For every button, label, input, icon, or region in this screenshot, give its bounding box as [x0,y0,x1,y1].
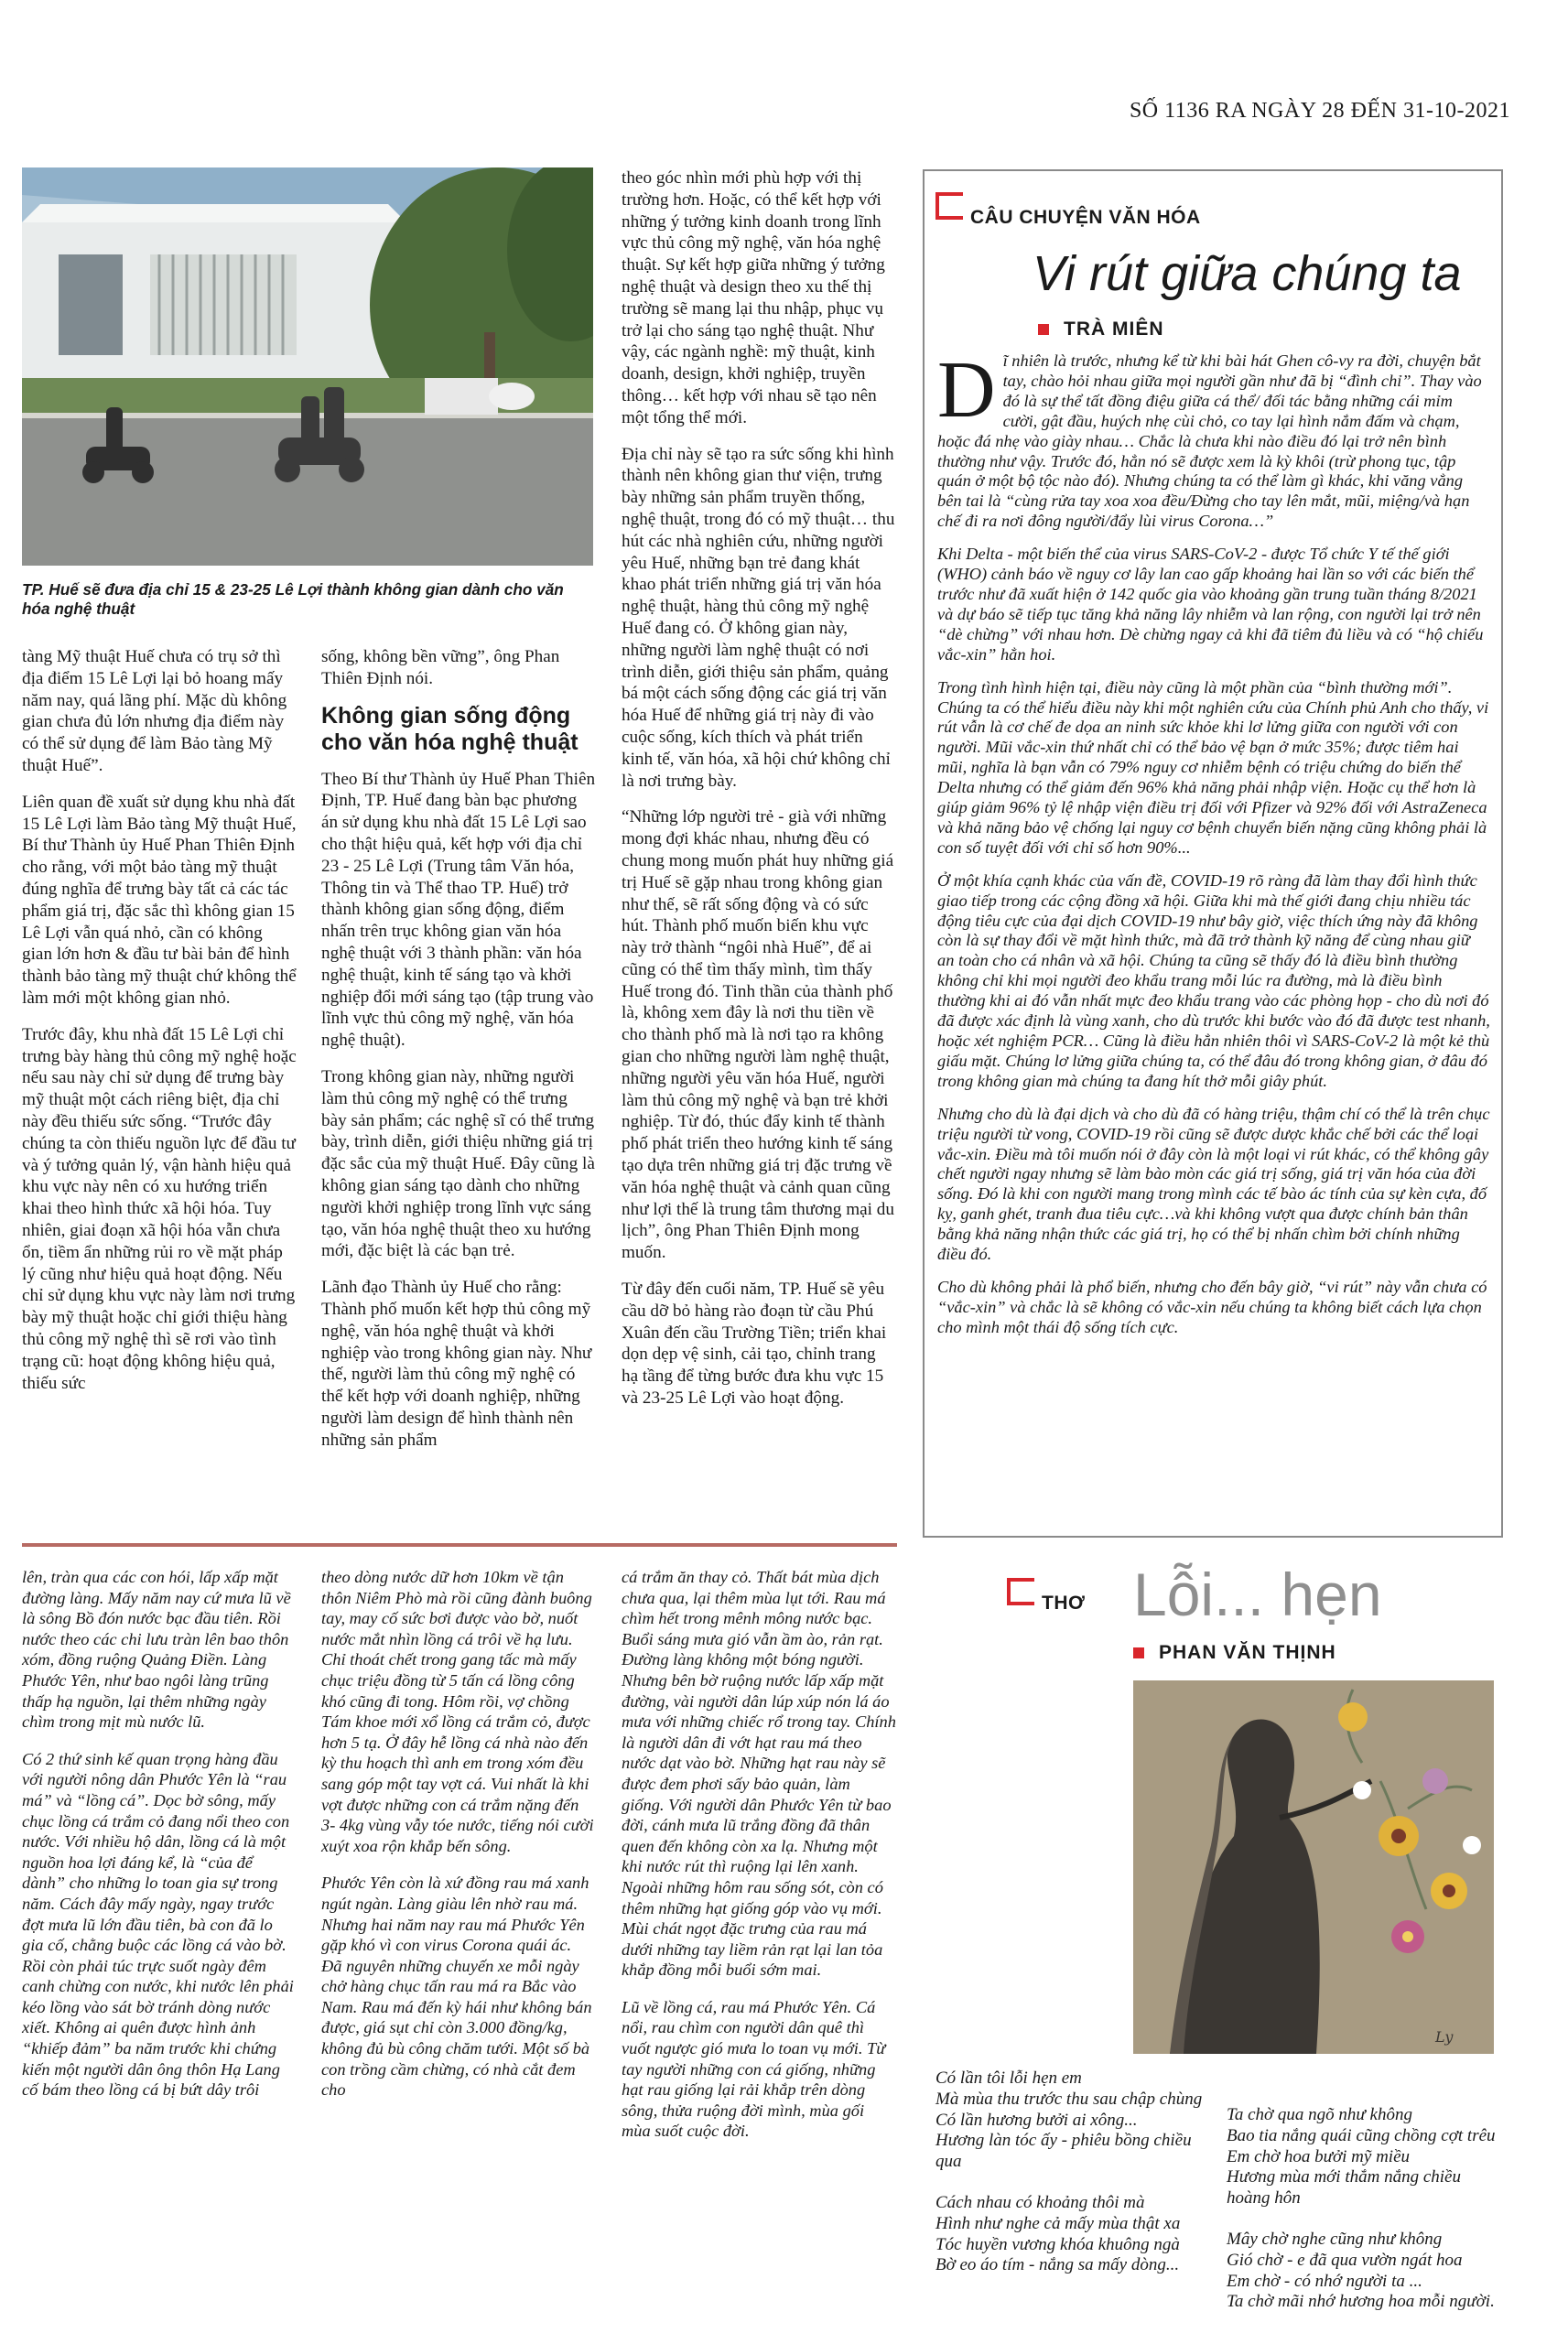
issue-info: SỐ 1136 RA NGÀY 28 ĐẾN 31-10-2021 [1129,99,1510,123]
poem-left [935,2068,1210,2296]
author-name: TRÀ MIÊN [1064,319,1164,340]
photo-caption: TP. Huế sẽ đưa địa chỉ 15 & 23-25 Lê Lợi thành không gian dành cho văn hóa nghệ thuật [22,580,564,618]
section-mark-icon [1007,1578,1034,1605]
article-column-2 [321,646,596,1466]
poem-illustration [1133,1680,1494,2054]
bullet-square-icon [1038,324,1049,335]
paragraph: Liên quan đề xuất sử dụng khu nhà đất 15 Lê Lợi làm Bảo tàng Mỹ thuật Huế, Bí thư Thành ủy Huế Phan Thiên Định cho rằng, với một bảo tàng mỹ thuật đúng nghĩa để trưng bày tất cả các tác phẩm giá trị, đặc sắc thì không gian 15 Lê Lợi vẫn quá nhỏ, cần có không gian lớn hơn & đầu tư bài bản để hình thành bảo tàng mỹ thuật chứ không thể làm mới một không gian nhỏ. [22,792,297,1008]
culture-author [1038,319,1164,340]
paragraph: Trong không gian này, những người làm thủ công mỹ nghệ có thể trưng bày sản phẩm; các nghệ sĩ có thể trưng bày, trình diễn, giới thiệu những giá trị đặc sắc của mỹ thuật Huế. Đây cũng là không gian sáng tạo dành cho những người khởi nghiệp trong lĩnh vực sáng tạo, văn hóa nghệ thuật theo xu hướng mới, đặc biệt là các bạn trẻ. [321,1066,595,1261]
illustrator-signature: Ly [1435,2028,1454,2046]
paragraph: Nhưng cho dù là đại dịch và cho dù đã có hàng triệu, thậm chí có thể là trên chục triệu người từ vong, COVID-19 rồi cũng sẽ được dược khắc chế bởi các thể loại vắc-xin. Điều mà tôi muốn nói ở đây còn là một loại vi rút khác, có thể không gây chết người ngay nhưng sẽ làm bào mòn các giá trị sống, giá trị văn hóa của đời sống. Đó là khi con người mang trong mình các tế bào ác tính của sự kèn cựa, đố kỵ, ganh ghét, tranh đua tiêu cực…và khi không vượt qua được chính bản thân bằng khả năng nhận thức các giá trị, họ có thể bị nhấn chìm bởi chính những điều đó. [937,1104,1490,1264]
paragraph: lên, tràn qua các con hói, lấp xấp mặt đường làng. Mấy năm nay cứ mưa lũ về là sông Bồ đón nước bạc đầu tiên. Rồi nước theo các chi lưu tràn lên bao thôn xóm, đồng ruộng Quảng Điền. Làng Phước Yên, như bao ngôi làng trũng thấp hạ nguồn, lại thêm những ngày chìm trong mịt mù nước lũ. [22,1568,291,1732]
stanza: Có lần tôi lỗi hẹn em Mà mùa thu trước thu sau chập chùng Có lần hương bưởi ai xông... Hương làn tóc ấy - phiêu bồng chiều qua [935,2068,1203,2172]
section-divider [22,1543,897,1547]
paragraph: Ở một khía cạnh khác của vấn đề, COVID-19 rõ ràng đã làm thay đổi hình thức giao tiếp trong các cộng đồng xã hội. Giữa khi mà thế giới đang chịu nhiều tác động tiêu cực của đại dịch COVID-19 như bây giờ, việc thích ứng này đã không còn là sự thay đổi về mặt hình thức, mà đã trở thành kỹ năng để cùng nhau giữ an toàn cho cá nhân và xã hội. Chúng ta cũng sẽ thấy đó là điều bình thường không chỉ khi mọi người đeo khẩu trang mỗi lúc ra đường, mà là điều bình thường khi ai đó vẫn nhất mực đeo khẩu trang vào các phòng họp - cho dù nơi đó đã được xác định là vùng xanh, cho dù trước khi bước vào đó đã được test nhanh, hoặc xét nghiệm PCR… Cũng là điều hẳn nhiên thôi vì SARS-CoV-2 là một kẻ thù giấu mặt. Chúng lơ lửng giữa chúng ta, có thể đâu đó trong không gian, ở đâu đó trong không gian mà chúng ta đang hít thở mỗi giây phút. [937,870,1490,1090]
flower-icon [1379,1816,1419,1856]
paragraph: Khi Delta - một biến thể của virus SARS-CoV-2 - được Tổ chức Y tế thế giới (WHO) cảnh báo về nguy cơ lây lan cao gấp khoảng hai lần so với các biến thể trước như đã xuất hiện ở 142 quốc gia vào khoảng gần trung tuần tháng 8/2021 và dự báo sẽ tiếp tục tăng khả năng lây nhiễm và lan rộng, con người lại trở nên “dè chừng” với nhau hơn. Dè chừng ngay cả khi đã tiêm đủ liều và có “hộ chiếu vắc-xin” hẳn hoi. [937,545,1484,664]
paragraph: Lãnh đạo Thành ủy Huế cho rằng: Thành phố muốn kết hợp thủ công mỹ nghệ, văn hóa nghệ thuật và khởi nghiệp vào trong không gian này. Như thế, người làm thủ công mỹ nghệ có thể kết hợp với doanh nghiệp, những người làm design để hình thành nên những sản phẩm [321,1278,592,1450]
bullet-square-icon [1133,1647,1144,1658]
paragraph: Lũ về lồng cá, rau má Phước Yên. Cá nổi, rau chìm con người dân quê thì vuốt ngược gió mưa lo toan vụ mới. Từ tay người những con cá giống, những hạt rau giống lại rải khắp trên dòng sông, thửa ruộng đời mình, mùa gối mùa suốt cuộc đời. [622,1997,886,2141]
stanza: Cách nhau có khoảng thôi mà Hình như nghe cả mấy mùa thật xa Tóc huyền vương khóa khuông ngà Bờ eo áo tím - nắng sa mấy dòng... [935,2192,1181,2275]
bottom-column-3 [622,1567,896,2158]
subheading: Không gian sống động cho văn hóa nghệ thuật [321,702,579,755]
paragraph-text: ĩ nhiên là trước, nhưng kể từ khi bài hát Ghen cô-vy ra đời, chuyện bắt tay, chào hỏi nhau giữa mọi người gần như đã bị “đình chỉ”. Thay vào đó là sự thể tất đồng điệu giữa cá thể/ đối tác bằng những cái mỉm cười, gật đầu, huých nhẹ cùi chỏ, co tay lại hình nắm đấm và chạm, hoặc đá nhẹ vào giày nhau… Chắc là chưa khi nào điều đó lại trở nên bình thường như vậy. Trước đó, hẳn nó sẽ được xem là kỳ khôi (trừ phong tục, tập quán ở một bộ tộc nào đó). Nhưng chúng ta có thể làm gì khác, khi văng vẳng bên tai là “cùng rửa tay xoa xoa đều/Đừng cho tay lên mắt, mũi, miệng/và hạn chế đi ra nơi đông người/đẩy lùi virus Corona…” [937,351,1482,531]
poem-section-label: THƠ [1042,1593,1086,1614]
paragraph: cá trắm ăn thay cỏ. Thất bát mùa dịch chưa qua, lại thêm mùa lụt tới. Rau má chìm hết trong mênh mông nước bạc. Buổi sáng mưa gió vẫn ầm ào, rản rạt. Đường làng không một bóng người. Nhưng bên bờ ruộng nước lấp xấp mặt đường, vài người dân lúp xúp nón lá áo mưa với những chiếc rổ trong tay. Chính là người dân đi vớt hạt rau má theo nước dạt vào bờ. Những hạt rau này sẽ được đem phơi sấy bảo quản, làm giống. Với người dân Phước Yên từ bao đời, cánh mưa lũ trắng đồng đã thân quen đến không còn xa lạ. Nhưng một khi nước rút thì ruộng lại lên xanh. Ngoài những hôm rau sống sót, còn có thêm những hạt giống góp vào vụ mới. Mùi chát ngọt đặc trưng của rau má dưới những tay liềm rản rạt lại lan tỏa khắp đồng mỗi buổi sớm mai. [622,1568,896,1980]
paragraph: Địa chỉ này sẽ tạo ra sức sống khi hình thành nên không gian thư viện, trưng bày những sản phẩm truyền thống, nghệ thuật, trong đó có mỹ thuật… thu hút các nhà nghiên cứu, những người yêu Huế, những bạn trẻ đang khát khao phát triển những giá trị văn hóa nghệ thuật, hàng thủ công mỹ nghệ Huế đang có. Ở không gian này, những người làm nghệ thuật có nơi trình diễn, giới thiệu sản phẩm, quảng bá một cách sống động các giá trị văn hóa Huế để những giá trị này đi vào cuộc sống, kích thích và phát triển kinh tế, văn hóa, xã hội chứ không chỉ là nơi trưng bày. [622,444,895,791]
stanza: Ta chờ qua ngõ như không Bao tia nắng quái cũng chồng cợt trêu Em chờ hoa bưởi mỹ miều Hương mùa mới thắm nắng chiều hoàng hôn [1227,2105,1496,2209]
culture-title: Vi rút giữa chúng ta [1033,246,1462,301]
paragraph [937,346,1490,532]
street-scene-image [22,167,593,566]
paragraph: tàng Mỹ thuật Huế chưa có trụ sở thì địa điểm 15 Lê Lợi lại bỏ hoang mấy năm nay, quá lãng phí. Mặc dù không gian chưa đủ lớn nhưng địa điểm này có thể sử dụng để làm Bảo tàng Mỹ thuật Huế”. [22,647,287,775]
paragraph: Từ đây đến cuối năm, TP. Huế sẽ yêu cầu dỡ bỏ hàng rào đoạn từ cầu Phú Xuân đến cầu Trường Tiền; triển khai dọn dẹp vệ sinh, cải tạo, chỉnh trang hạ tầng để từng bước đưa khu vực 15 và 23-25 Lê Lợi vào hoạt động. [622,1280,887,1409]
bottom-column-1 [22,1567,297,2117]
poem-author [1133,1642,1336,1664]
poem-right [1227,2105,1501,2333]
paragraph: Trong tình hình hiện tại, điều này cũng là một phần của “bình thường mới”. Chúng ta có thể hiểu điều này khi một nghiên cứu của Chính phủ Anh cho thấy, vi rút vẫn là cơ chế đe dọa an ninh sức khỏe khi lơ lửng giữa con người với con người. Mũi vắc-xin thứ nhất chỉ có thể bảo vệ bạn ở mức 35%; được tiêm hai mũi, nghĩa là bạn vẫn có 79% nguy cơ nhiễm bệnh có triệu chứng do biến thể Delta nhưng có thể giảm đến 96% khả năng phải nhập viện. Hoặc cụ thể hơn là giúp giảm 96% tỷ lệ nhập viện điều trị đối với Pfizer và 92% đối với AstraZeneca và khả năng bảo vệ chống lại nguy cơ bệnh chuyển biến nặng cũng không phải là con số tuyệt đối với chỉ số hơn 90%... [937,677,1489,857]
paragraph: theo góc nhìn mới phù hợp với thị trường hơn. Hoặc, có thể kết hợp với những ý tưởng kinh doanh trong lĩnh vực thủ công mỹ nghệ, văn hóa nghệ thuật. Sự kết hợp giữa những ý tưởng nghệ thuật và design theo xu thế thị trường sẽ mang lại thu nhập, phục vụ trở lại cho sáng tạo nghệ thuật. Như vậy, các ngành nghề: mỹ thuật, kinh doanh, design, khởi nghiệp, truyền thông… kết hợp với nhau sẽ tạo nên một tổng thể mới. [622,168,885,427]
poem-title: Lỗi... hẹn [1133,1561,1382,1628]
paragraph: Theo Bí thư Thành ủy Huế Phan Thiên Định, TP. Huế đang bàn bạc phương án sử dụng khu nhà đất 15 Lê Lợi sao cho thật hiệu quả, kết hợp với địa chỉ 23 - 25 Lê Lợi (Trung tâm Văn hóa, Thông tin và Thể thao TP. Huế) trở thành không gian sống động, điểm nhấn trên trục không gian văn hóa nghệ thuật với 3 thành phần: văn hóa nghệ thuật, kinh tế sáng tạo và khởi nghiệp đổi mới sáng tạo (tập trung vào lĩnh vực thủ công mỹ nghệ, văn hóa nghệ thuật). [321,769,596,1051]
paragraph: “Những lớp người trẻ - già với những mong đợi khác nhau, nhưng đều có chung mong muốn phát huy những giá trị Huế sẽ gặp nhau trong không gian như thế, sẽ rất sống động và có sức hút. Thành phố muốn biến khu vực này trở thành “ngôi nhà Huế”, để ai cũng có thể tìm thấy mình, tìm thấy Huế trong đó. Tinh thần của thành phố là, không xem đây là nơi thu tiền về cho thành phố mà là nơi tạo ra không gian cho những người làm nghệ thuật, những người yêu văn hóa Huế, người làm thủ công mỹ nghệ và bạn trẻ khởi nghiệp. Từ đó, thúc đẩy kinh tế thành phố phát triển theo hướng kinh tế sáng tạo dựa trên những giá trị đặc trưng về văn hóa nghệ thuật và cảnh quan cũng như lợi thế là trung tâm thương mại du lịch”, ông Phan Thiên Định mong muốn. [622,807,894,1263]
paragraph: Phước Yên còn là xứ đồng rau má xanh ngút ngàn. Làng giàu lên nhờ rau má. Nhưng hai năm nay rau má Phước Yên gặp khó vì con virus Corona quái ác. Đã nguyên những chuyến xe mỗi ngày chở hàng chục tấn rau má ra Bắc vào Nam. Rau má đến kỳ hái như không bán được, giá sụt chỉ còn 3.000 đồng/kg, không đủ bù công chăm tưới. Một số bà con trồng cầm chừng, có nhà cắt đem cho [321,1874,592,2100]
stanza: Mây chờ nghe cũng như không Gió chờ - e đã qua vườn ngát hoa Em chờ - có nhớ người ta ... Ta chờ mãi nhớ hương hoa mỗi người. [1227,2229,1495,2312]
paragraph: Cho dù không phải là phổ biến, nhưng cho đến bây giờ, “vi rút” này vẫn chưa có “vắc-xin” và chắc là sẽ không có vắc-xin nếu chúng ta không biết cách lựa chọn cho mình một thái độ sống tích cực. [937,1277,1487,1336]
article-photo [22,167,593,566]
paragraph: Trước đây, khu nhà đất 15 Lê Lợi chỉ trưng bày hàng thủ công mỹ nghệ hoặc nếu sau này chỉ sử dụng để trưng bày mỹ thuật một cách riêng biệt, địa chỉ này đều thiếu sức sống. “Trước đây chúng ta còn thiếu nguồn lực để đầu tư và ý tưởng quản lý, vận hành hiệu quả khu vực này nên có xu hướng triển khai theo hình thức xã hội hóa. Tuy nhiên, giai đoạn xã hội hóa vẫn chưa ổn, tiềm ẩn những rủi ro về mặt pháp lý cũng như hiệu quả hoạt động. Nếu chỉ sử dụng khu vực này làm nơi trưng bày mỹ thuật hoặc chỉ giới thiệu hàng thủ công mỹ nghệ thì sẽ rơi vào tình trạng cũ: hoạt động không hiệu quả, thiếu sức [22,1024,297,1393]
culture-story [937,346,1490,1351]
author-name: PHAN VĂN THỊNH [1159,1642,1336,1663]
paragraph: theo dòng nước dữ hơn 10km về tận thôn Niêm Phò mà rồi cũng đành buông tay, may cố sức bơi được vào bờ, nuốt nước mắt nhìn lồng cá trôi về hạ lưu. Chỉ thoát chết trong gang tấc mà mấy chục triệu đồng từ 5 tấn cá lồng công khó cũng đi tong. Hôm rồi, vợ chồng Tám khoe mới xổ lồng cá trắm cỏ, được hơn 5 tạ. Ở đây hễ lồng cá nhà nào đến kỳ thu hoạch thì anh em trong xóm đều sang góp một tay vợt cá. Vui nhất là khi vợt được những con cá trắm nặng đến 3- 4kg vùng vẫy tóe nước, tiếng nói cười xuýt xoa rộn khắp bến sông. [321,1568,594,1855]
paragraph: sống, không bền vững”, ông Phan Thiên Định nói. [321,647,560,688]
drop-cap: D [937,346,996,435]
section-mark-icon [935,192,963,220]
bottom-column-2 [321,1567,596,2117]
woman-with-flowers-illustration [1133,1680,1494,2054]
article-column-1 [22,646,297,1409]
paragraph: Có 2 thứ sinh kế quan trọng hàng đầu với người nông dân Phước Yên là “rau má” và “lồng cá”. Dọc bờ sông, mấy chục lồng cá trắm cỏ đang nổi theo con nước. Với nhiều hộ dân, lồng cá là một nguồn hoa lợi đáng kể, là “của để dành” cho những lo toan gia sự trong năm. Cách đây mấy ngày, ngay trước đợt mưa lũ lớn đầu tiên, bà con đã lo gia cố, chằng buộc các lồng cá vào bờ. Rồi còn phải túc trực suốt ngày đêm canh chừng con nước, khi nước lên phải kéo lồng vào sát bờ tránh dòng nước xiết. Không ai quên được hình ảnh “khiếp đảm” ba năm trước khi chứng kiến một người dân ông thôn Hạ Lang cố bám theo lồng cá bị bứt dây trôi [22,1749,294,2100]
culture-section-label: CÂU CHUYỆN VĂN HÓA [970,207,1201,228]
article-column-3 [622,167,896,1424]
